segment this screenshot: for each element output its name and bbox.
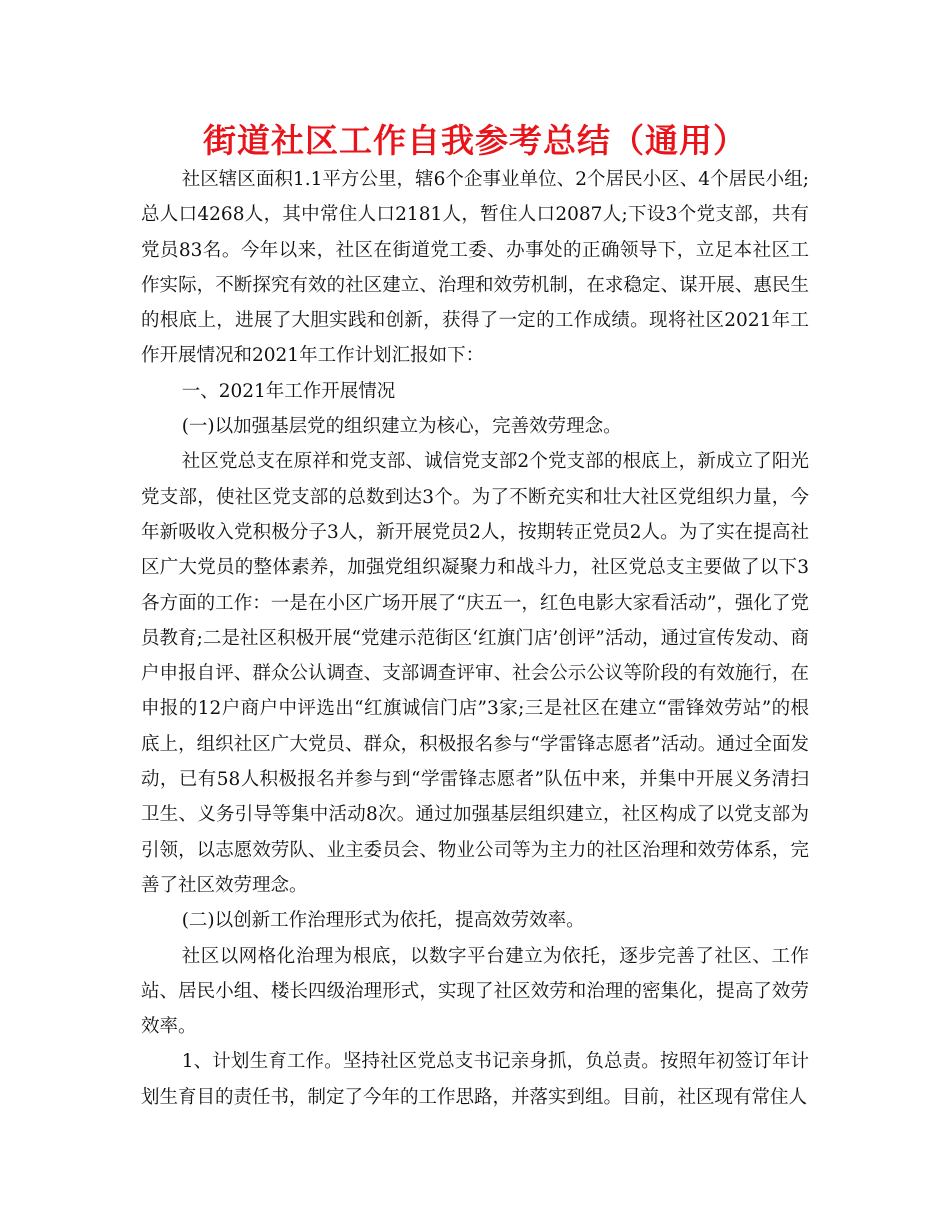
- heading-section-1: 一、2021年工作开展情况: [181, 380, 396, 402]
- document-title: 街道社区工作自我参考总结（通用）: [203, 121, 747, 160]
- paragraph-family-planning: 1、计划生育工作。坚持社区党总支书记亲身抓，负总责。按照年初签订年计划生育目的责任书，制定了今年的工作思路，并落实到组。目前，社区现有常住人: [141, 1051, 809, 1108]
- paragraph-party-building: 社区党总支在原祥和党支部、诚信党支部2个党支部的根底上，新成立了阳光党支部，使社区党支部的总数到达3个。为了不断充实和壮大社区党组织力量，今年新吸收入党积极分子3人，新开展党员2人，按期转正党员2人。为了实在提高社区广大党员的整体素养，加强党组织凝聚力和战斗力，社区党总支主要做了以下3各方面的工作：一是在小区广场开展了“庆五一，红色电影大家看活动”，强化了党员教育;二是社区积极开展“党建示范街区‘红旗门店’创评”活动，通过宣传发动、商户申报自评、群众公认调查、支部调查评审、社会公示公议等阶段的有效施行，在申报的12户商户中评选出“红旗诚信门店”3家;三是社区在建立“雷锋效劳站”的根底上，组织社区广大党员、群众，积极报名参与“学雷锋志愿者”活动。通过全面发动，已有58人积极报名并参与到“学雷锋志愿者”队伍中来，并集中开展义务清扫卫生、义务引导等集中活动8次。通过加强基层组织建立，社区构成了以党支部为引领，以志愿效劳队、业主委员会、物业公司等为主力的社区治理和效劳体系，完善了社区效劳理念。: [141, 451, 809, 896]
- document-body: [141, 162, 809, 1115]
- subheading-party-building: (一)以加强基层党的组织建立为核心，完善效劳理念。: [181, 416, 622, 438]
- paragraph-intro: 社区辖区面积1.1平方公里，辖6个企事业单位、2个居民小区、4个居民小组;总人口4268人，其中常住人口2181人，暂住人口2087人;下设3个党支部，共有党员83名。今年以来，社区在街道党工委、办事处的正确领导下，立足本社区工作实际，不断探究有效的社区建立、治理和效劳机制，在求稳定、谋开展、惠民生的根底上，进展了大胆实践和创新，获得了一定的工作成绩。现将社区2021年工作开展情况和2021年工作计划汇报如下：: [141, 169, 809, 367]
- subheading-governance: (二)以创新工作治理形式为依托，提高效劳效率。: [181, 910, 585, 932]
- paragraph-governance: 社区以网格化治理为根底，以数字平台建立为依托，逐步完善了社区、工作站、居民小组、楼长四级治理形式，实现了社区效劳和治理的密集化，提高了效劳效率。: [141, 945, 809, 1038]
